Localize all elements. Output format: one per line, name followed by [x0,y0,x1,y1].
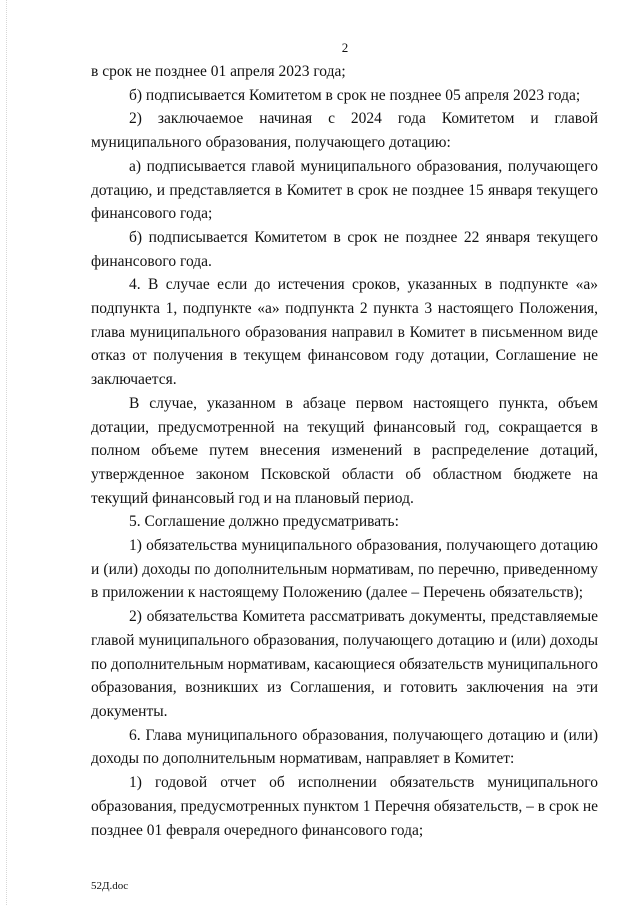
paragraph: 5. Соглашение должно предусматривать: [129,513,399,531]
paragraph: 2) обязательства Комитета рассматривать документы, представляемые главой муниципального образования, получающего дотацию и (или) доходы по дополнительным нормативам, касающиеся обязательств муниципального образования, возникших из Соглашения, и готовить заключения на эти документы. [91,608,598,720]
scan-edge-line [6,0,7,905]
footer-filename: 52Д.doc [91,880,129,892]
paragraph: 1) годовой отчет об исполнении обязательств муниципального образования, предусмотренных пунктом 1 Перечня обязательств, – в срок не позднее 01 февраля очередного финансового года; [91,774,598,839]
paragraph: 6. Глава муниципального образования, получающего дотацию и (или) доходы по дополнительным нормативам, направляет в Комитет: [91,726,598,768]
paragraph: 1) обязательства муниципального образования, получающего дотацию и (или) доходы по дополнительным нормативам, по перечню, приведенному в приложении к настоящему Положению (далее – Перечень обязательств); [91,537,598,602]
document-body [91,60,598,842]
paragraph: В случае, указанном в абзаце первом настоящего пункта, объем дотации, предусмотренной на текущий финансовый год, сокращается в полном объеме путем внесения изменений в распределение дотаций, утвержденное законом Псковской области об областном бюджете на текущий финансовый год и на плановый период. [91,394,598,507]
paragraph: 2) заключаемое начиная с 2024 года Комитетом и главой муниципального образования, получающего дотацию: [91,110,598,152]
paragraph: в срок не позднее 01 апреля 2023 года; [91,63,346,80]
paragraph: б) подписывается Комитетом в срок не позднее 22 января текущего финансового года. [91,228,598,270]
paragraph: б) подписывается Комитетом в срок не позднее 05 апреля 2023 года; [129,86,581,104]
paragraph: а) подписывается главой муниципального образования, получающего дотацию, и представляется в Комитет в срок не позднее 15 января текущего финансового года; [91,157,598,223]
page-number: 2 [341,40,349,55]
paragraph: 4. В случае если до истечения сроков, указанных в подпункте «а» подпункта 1, подпункте «а» подпункта 2 пункта 3 настоящего Положения, глава муниципального образования направил в Комитет в письменном виде отказ от получения в текущем финансовом году дотации, Соглашение не заключается. [91,276,598,389]
